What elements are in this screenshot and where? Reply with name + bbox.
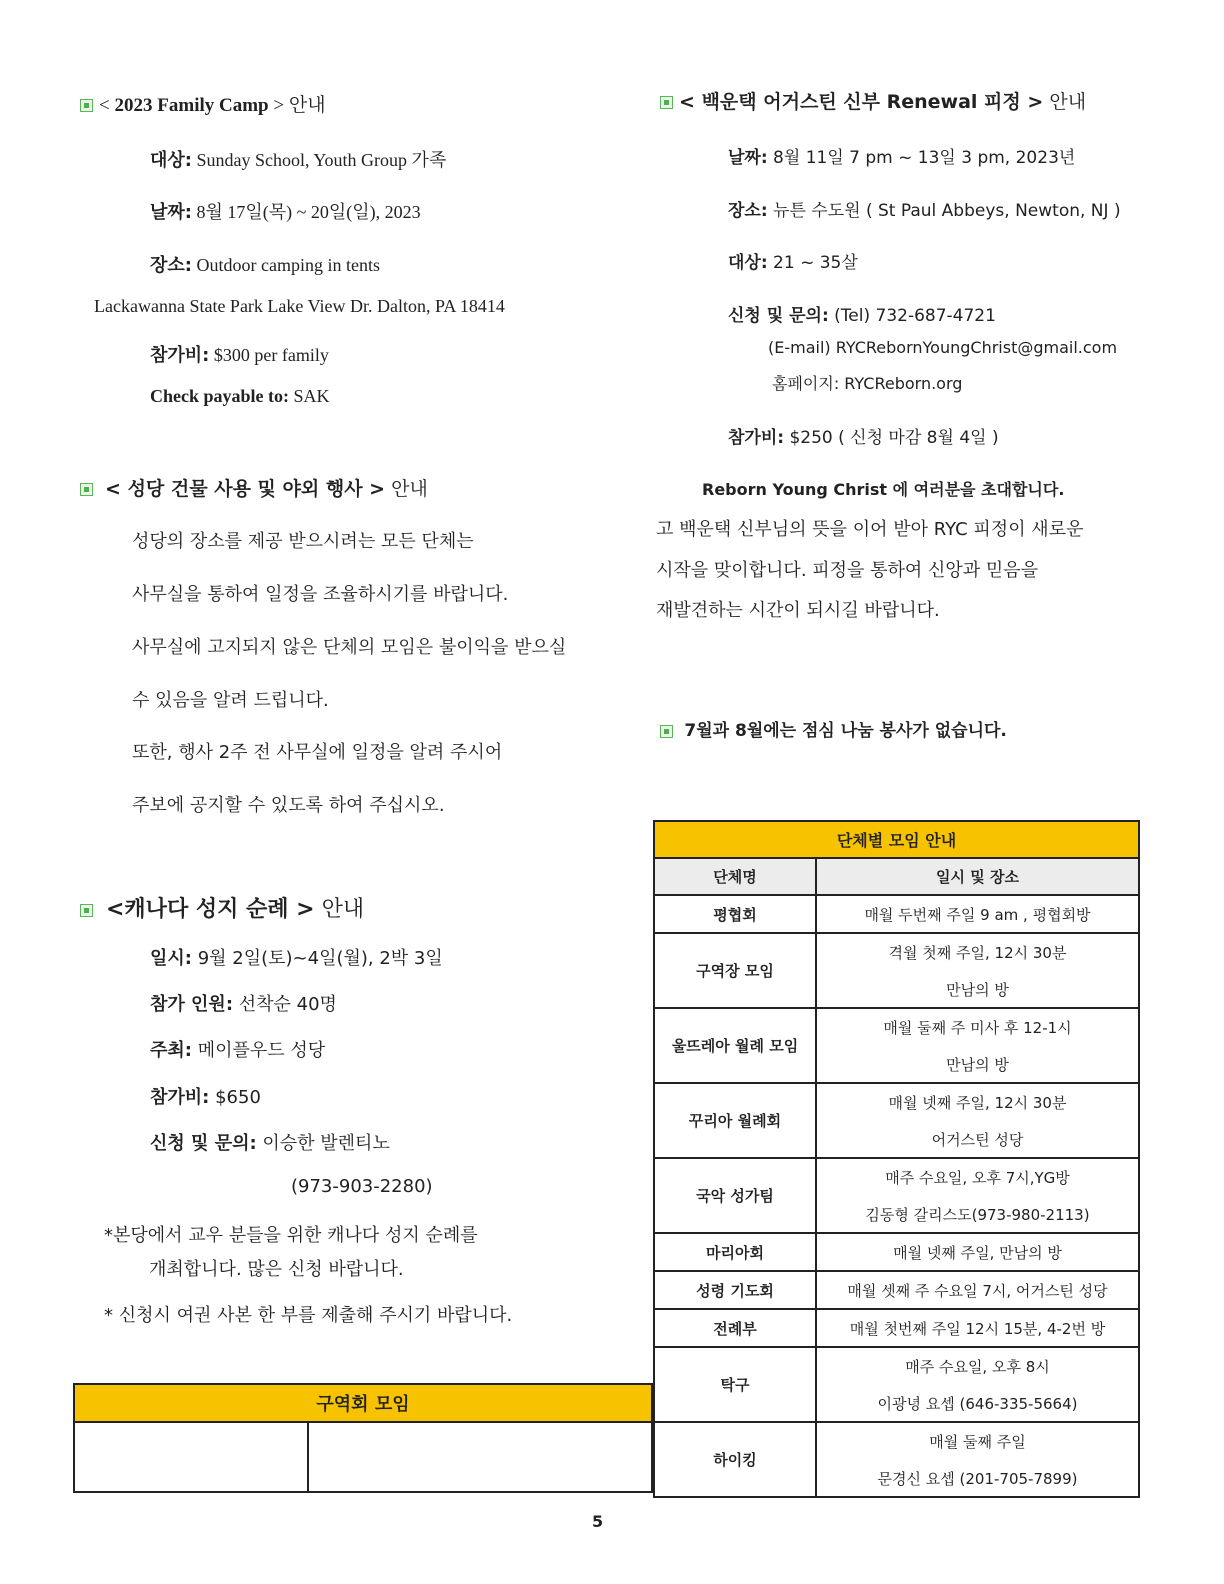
camp-place-value: Outdoor camping in tents [191,255,380,275]
group-info-line-2: 이광녕 요셉 (646-335-5664) [877,1394,1078,1413]
canada-host-label: 주최: [150,1040,192,1061]
district-table-cell [308,1422,652,1492]
renewal-place [728,196,1121,221]
canada-date-value: 9월 2일(토)~4일(월), 2박 3일 [191,948,443,969]
table-row [654,1158,1139,1233]
group-info-line-1: 매월 넷째 주일, 12시 30분 [888,1093,1067,1112]
building-heading-suffix: 안내 [385,478,428,500]
table-row [654,1233,1139,1271]
renewal-para-2: 시작을 맞이합니다. 피정을 통하여 신앙과 믿음을 [656,560,1039,581]
group-info-line-1: 매주 수요일, 오후 8시 [905,1357,1050,1376]
group-info [816,1083,1139,1158]
group-info-line-1: 매월 둘째 주 미사 후 12-1시 [883,1018,1072,1037]
canada-date [150,944,443,970]
canada-phone: (973-903-2280) [291,1176,433,1197]
renewal-target [728,248,858,273]
canada-contact-value: 이승한 발렌티노 [256,1133,390,1154]
group-meetings-table [653,820,1140,1498]
canada-date-label: 일시: [150,948,192,969]
group-info-line-2: 어거스틴 성당 [931,1130,1024,1149]
camp-address: Lackawanna State Park Lake View Dr. Dalton, PA 18414 [94,296,505,316]
renewal-place-value: 뉴튼 수도원 ( St Paul Abbeys, Newton, NJ ) [767,201,1121,221]
group-info-line-1: 매주 수요일, 오후 7시,YG방 [885,1168,1070,1187]
canada-people-value: 선착순 40명 [233,994,337,1015]
table-row [654,1271,1139,1309]
canada-heading-title: <캐나다 성지 순례 > [106,897,315,922]
groups-table-title: 단체별 모임 안내 [654,821,1139,858]
camp-fee [150,341,329,367]
renewal-target-label: 대상: [728,253,768,273]
checkbox-bullet-icon [80,99,93,112]
group-info [816,1158,1139,1233]
group-name: 국악 성가팀 [654,1158,816,1233]
group-info-line-2: 만남의 방 [946,1055,1009,1074]
group-name: 울뜨레아 월례 모임 [654,1008,816,1083]
table-row [654,1347,1139,1422]
page-number: 5 [592,1512,604,1531]
renewal-para-1: 고 백운택 신부님의 뜻을 이어 받아 RYC 피정이 새로운 [656,519,1084,540]
canada-fee [150,1083,261,1109]
groups-col-info-header: 일시 및 장소 [816,858,1139,895]
group-info: 매월 넷째 주일, 만남의 방 [816,1233,1139,1271]
group-info-line-2: 만남의 방 [946,980,1009,999]
canada-fee-label: 참가비: [150,1087,210,1108]
lunch-notice [660,716,1007,741]
district-table-header: 구역회 모임 [74,1384,652,1422]
building-line-4: 수 있음을 알려 드립니다. [132,690,329,711]
checkbox-bullet-icon [80,483,93,496]
group-info [816,1347,1139,1422]
building-heading [80,474,428,501]
table-row [654,895,1139,933]
group-info [816,1422,1139,1497]
canada-contact-label: 신청 및 문의: [150,1133,257,1154]
renewal-date [728,143,1075,168]
table-row [654,1008,1139,1083]
group-info: 매월 두번째 주일 9 am , 평협회방 [816,895,1139,933]
group-name: 전례부 [654,1309,816,1347]
group-name: 평협회 [654,895,816,933]
table-row [654,933,1139,1008]
building-line-6: 주보에 공지할 수 있도록 하여 주십시오. [132,795,445,816]
checkbox-bullet-icon [660,96,673,109]
heading-bracket-open: < [99,95,115,116]
canada-note-2: * 신청시 여권 사본 한 부를 제출해 주시기 바랍니다. [104,1305,513,1326]
table-row [654,1309,1139,1347]
renewal-heading [660,87,1086,114]
camp-target-value: Sunday School, Youth Group 가족 [191,150,447,170]
camp-check-label: Check payable to: [150,386,289,406]
camp-date [150,198,421,224]
group-name: 성령 기도회 [654,1271,816,1309]
group-name: 하이킹 [654,1422,816,1497]
group-info-line-1: 격월 첫째 주일, 12시 30분 [888,943,1067,962]
checkbox-bullet-icon [80,904,93,917]
district-table-cell [74,1422,308,1492]
renewal-heading-suffix: 안내 [1043,91,1087,113]
camp-date-label: 날짜: [150,202,192,223]
canada-people [150,990,337,1016]
canada-heading [80,892,364,923]
camp-check [150,386,330,407]
canada-people-label: 참가 인원: [150,994,234,1015]
family-camp-heading [80,90,326,117]
group-info-line-2: 문경신 요셉 (201-705-7899) [877,1469,1078,1488]
group-info [816,933,1139,1008]
building-line-3: 사무실에 고지되지 않은 단체의 모임은 불이익을 받으실 [132,637,567,658]
renewal-homepage: 홈페이지: RYCReborn.org [772,374,963,393]
renewal-date-value: 8월 11일 7 pm ~ 13일 3 pm, 2023년 [767,148,1076,168]
building-line-1: 성당의 장소를 제공 받으시려는 모든 단체는 [132,531,474,552]
renewal-contact-value: (Tel) 732-687-4721 [828,306,996,326]
camp-fee-value: $300 per family [209,345,329,365]
renewal-fee-value: $250 ( 신청 마감 8월 4일 ) [784,428,999,448]
renewal-target-value: 21 ~ 35살 [767,253,858,273]
group-name: 꾸리아 월례회 [654,1083,816,1158]
canada-note-1a: *본당에서 교우 분들을 위한 캐나다 성지 순례를 [104,1225,478,1246]
renewal-fee-label: 참가비: [728,428,785,448]
heading-suffix: 안내 [288,94,326,116]
building-heading-title: < 성당 건물 사용 및 야외 행사 > [105,478,386,500]
camp-place-label: 장소: [150,255,192,276]
renewal-invite: Reborn Young Christ 에 여러분을 초대합니다. [702,480,1065,499]
group-info-line-1: 매월 둘째 주일 [929,1432,1026,1451]
group-info [816,1008,1139,1083]
heading-bracket-close: > [268,95,289,116]
group-info: 매월 셋째 주 수요일 7시, 어거스틴 성당 [816,1271,1139,1309]
camp-check-value: SAK [289,386,330,406]
renewal-email: (E-mail) RYCRebornYoungChrist@gmail.com [768,338,1118,357]
camp-target-label: 대상: [150,150,192,171]
district-meeting-table [73,1383,653,1493]
renewal-heading-title: < 백운택 어거스틴 신부 Renewal 피정 > [679,91,1044,113]
building-line-2: 사무실을 통하여 일정을 조율하시기를 바랍니다. [132,584,509,605]
canada-host-value: 메이플우드 성당 [191,1040,326,1061]
group-info: 매월 첫번째 주일 12시 15분, 4-2번 방 [816,1309,1139,1347]
canada-note-1b: 개최합니다. 많은 신청 바랍니다. [149,1259,404,1280]
lunch-notice-text: 7월과 8월에는 점심 나눔 봉사가 없습니다. [684,721,1007,741]
heading-title: 2023 Family Camp [114,95,269,116]
canada-heading-suffix: 안내 [314,897,365,922]
group-name: 탁구 [654,1347,816,1422]
camp-fee-label: 참가비: [150,345,210,366]
canada-contact [150,1129,390,1155]
renewal-para-3: 재발견하는 시간이 되시길 바랍니다. [656,600,940,621]
renewal-date-label: 날짜: [728,148,768,168]
checkbox-bullet-icon [660,725,673,738]
renewal-place-label: 장소: [728,201,768,221]
group-name: 구역장 모임 [654,933,816,1008]
groups-col-name-header: 단체명 [654,858,816,895]
table-row [654,1083,1139,1158]
camp-target [150,146,446,172]
group-info-line-2: 김동형 갈리스도(973-980-2113) [865,1205,1090,1224]
table-row [654,1422,1139,1497]
renewal-contact-label: 신청 및 문의: [728,306,829,326]
renewal-fee [728,423,999,448]
renewal-contact [728,301,996,326]
group-name: 마리아회 [654,1233,816,1271]
camp-place [150,251,380,277]
canada-fee-value: $650 [209,1087,261,1108]
canada-host [150,1036,325,1062]
camp-date-value: 8월 17일(목) ~ 20일(일), 2023 [191,202,421,222]
building-line-5: 또한, 행사 2주 전 사무실에 일정을 알려 주시어 [132,742,503,763]
